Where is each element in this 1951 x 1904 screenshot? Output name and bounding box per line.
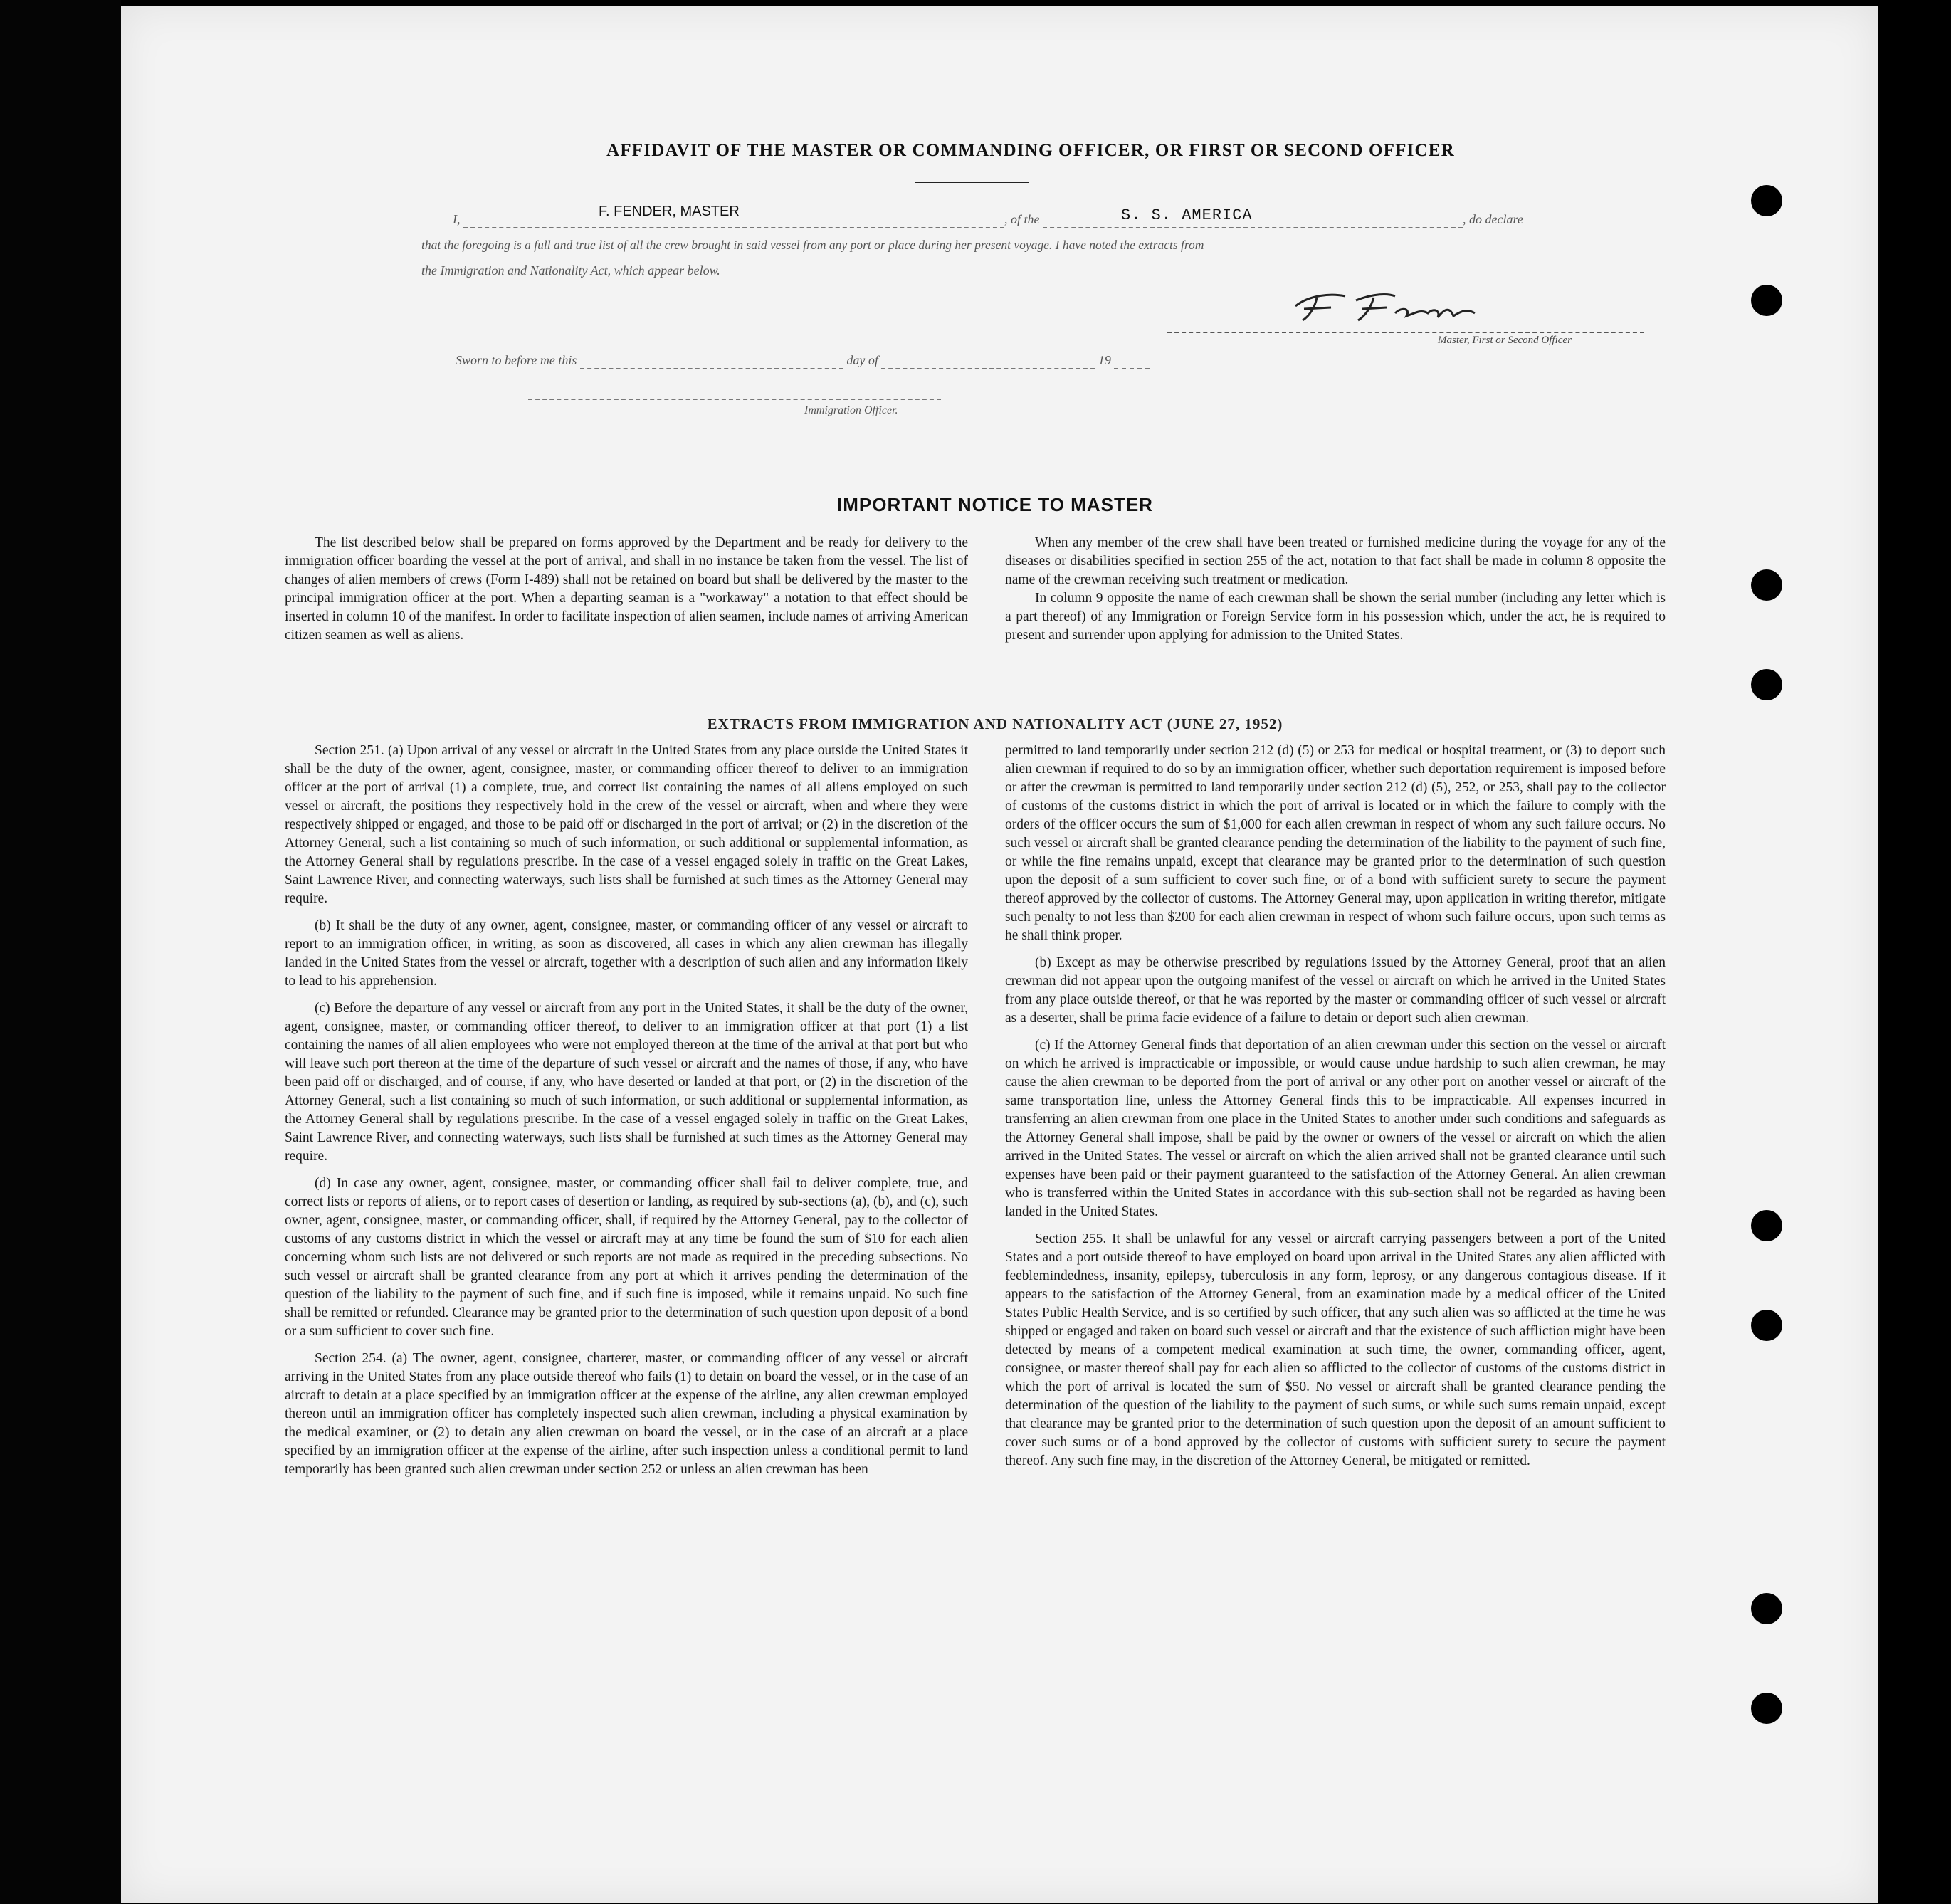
notice-paragraph: In column 9 opposite the name of each crewman shall be shown the serial number (including any letter which is a part thereof) of any Immigration or Foreign Service form in his possession which, under the act, he is required to present and surrender upon applying for admission to the United States. <box>1005 591 1666 643</box>
extract-paragraph: permitted to land temporarily under section 212 (d) (5) or 253 for medical or hospital treatment, or (3) to deport such alien crewman if required to do so by an immigration officer, whether such deportation requirement is imposed before or after the crewman is permitted to land temporarily under section 212 (d) (5), 252, or 253, shall pay to the collector of customs of the customs district in which the port of arrival is located or in which the failure to comply with the orders of the officer occurs the sum of $1,000 for each alien crewman in respect of whom any such failure occurs. No such vessel or aircraft shall be granted clearance pending the determination of the liability to the payment of such fine, or while the fine remains unpaid, except that clearance may be granted prior to the determination of such question upon the deposit of a sum sufficient to cover such fine, or of a bond with sufficient surety to secure the payment thereof approved by the collector of customs. The Attorney General may, upon application in writing therefor, mitigate such penalty to not less than $200 for each alien crewman in respect of whom such failure occurs, upon such terms as he shall think proper. <box>1005 743 1666 943</box>
vessel-name: S. S. AMERICA <box>1121 206 1253 224</box>
declaration-line-2: that the foregoing is a full and true list of all the crew brought in said vessel from any port or place during her present voyage. I have noted the extracts from <box>421 238 1204 252</box>
document-page <box>121 6 1878 1903</box>
vessel-name-field <box>1043 206 1463 228</box>
master-name: F. FENDER, MASTER <box>599 204 740 219</box>
declaration-prefix: I, <box>453 212 461 226</box>
signature-caption <box>1438 335 1572 347</box>
punch-hole <box>1751 285 1782 316</box>
notice-right-column <box>1005 534 1666 653</box>
extracts-title: EXTRACTS FROM IMMIGRATION AND NATIONALITY ACT (JUNE 27, 1952) <box>707 715 1283 732</box>
punch-hole <box>1751 185 1782 216</box>
signature-caption-master: Master, <box>1438 335 1470 346</box>
officer-signature-line <box>528 399 941 400</box>
signature-handwriting <box>1288 285 1488 327</box>
punch-hole <box>1751 1210 1782 1241</box>
extract-paragraph: Section 255. It shall be unlawful for any vessel or aircraft carrying passengers between a port of the United States and a port outside thereof to have employed on board upon arrival in the United States any alien afflicted with feeblemindedness, insanity, epilepsy, tuberculosis in any form, leprosy, or any dangerous contagious disease. If it appears to the satisfaction of the Attorney General, from an examination made by a medical officer of the United States Public Health Service, and is so certified by such officer, that any such alien was so afflicted at the time he was shipped or engaged and taken on board such vessel or aircraft and that the existence of such affliction might have been detected by means of a competent medical examination at such time, the owner, commanding officer, agent, consignee, or master thereof shall pay for each alien so afflicted to the collector of customs of the customs district in which the port of arrival is located the sum of $50. No vessel or aircraft shall be granted clearance pending the determination of the question of the liability to the payment of such sums, or while such sums remain unpaid, except that clearance may be granted prior to the determination of such question upon the deposit of an amount sufficient to cover such sums or of a bond approved by the collector of customs with sufficient surety to secure the payment thereof. Any such fine may, in the discretion of the Attorney General, be mitigated or remitted. <box>1005 1231 1666 1468</box>
title-rule <box>915 182 1029 183</box>
signature-line <box>1167 332 1644 333</box>
extract-paragraph: (c) If the Attorney General finds that deportation of an alien crewman under this section on the vessel or aircraft on which he arrived is impracticable or impossible, or would cause undue hardship to such alien crewman, he may cause the alien crewman to be deported from the port of arrival or any other port on another vessel or aircraft of the same transportation line, unless the Attorney General finds this to be impracticable. All expenses incurred in transferring an alien crewman from one place in the United States to another under such conditions and safeguards as the Attorney General shall impose, shall be paid by the owner or owners of the vessel or aircraft on which the alien arrived in the United States. The vessel or aircraft on which the alien arrived shall not be granted clearance until such expenses have been paid or their payment guaranteed to the satisfaction of the Attorney General. An alien crewman who is transferred within the United States in accordance with this sub-section shall not be regarded as having been landed in the United States. <box>1005 1038 1666 1219</box>
punch-hole <box>1751 1593 1782 1624</box>
signature-caption-struck: First or Second Officer <box>1472 335 1572 346</box>
extracts-right-column <box>1005 742 1666 1479</box>
master-name-field <box>463 204 1004 228</box>
punch-hole <box>1751 569 1782 601</box>
year-label: 19 <box>1098 353 1111 367</box>
of-the-label: , of the <box>1004 212 1040 226</box>
sworn-label: Sworn to before me this <box>456 353 577 367</box>
sworn-line <box>456 353 1150 369</box>
punch-hole <box>1751 669 1782 700</box>
punch-hole <box>1751 1693 1782 1724</box>
notice-paragraph: The list described below shall be prepared on forms approved by the Department and be ready for delivery to the immigration officer boarding the vessel at the port of arrival, and shall in no instance be taken from the vessel. The list of changes of alien members of crews (Form I-489) shall not be retained on board but shall be delivered by the master to the principal immigration officer at the port. When a departing seaman is a "workaway" a notation to that effect should be inserted in column 10 of the manifest. In order to facilitate inspection of alien seamen, include names of arriving American citizen seamen as well as aliens. <box>285 535 968 643</box>
day-of-label: day of <box>846 353 878 367</box>
notice-paragraph: When any member of the crew shall have been treated or furnished medicine during the voyage for any of the diseases or disabilities specified in section 255 of the act, notation to that fact shall be made in column 8 opposite the name of the crewman receiving such treatment or medication. <box>1005 535 1666 587</box>
extract-paragraph: (b) It shall be the duty of any owner, agent, consignee, master, or commanding officer of any vessel or aircraft to report to an immigration officer, in writing, as soon as discovered, all cases in which any alien crewman has illegally landed in the United States from the vessel or aircraft, together with a description of such alien and any information likely to lead to his apprehension. <box>285 918 968 989</box>
do-declare-label: , do declare <box>1463 212 1523 226</box>
extract-paragraph: Section 254. (a) The owner, agent, consignee, charterer, master, or commanding officer of any vessel or aircraft arriving in the United States from any place outside thereof who fails (1) to detain on board the vessel, or in the case of an aircraft to detain at a place specified by an immigration officer at the expense of the airline, any alien crewman employed thereon until an immigration officer has completely inspected such alien crewman, including a physical examination by the medical examiner, or (2) to detain any alien crewman on board the vessel, or in the case of an aircraft at a place specified by an immigration officer at the expense of the airline, after such inspection unless a conditional permit to land temporarily has been granted such alien crewman under section 252 or unless an alien crewman has been <box>285 1351 968 1477</box>
affidavit-title: AFFIDAVIT OF THE MASTER OR COMMANDING OFFICER, OR FIRST OR SECOND OFFICER <box>606 141 1455 160</box>
notice-left-column <box>285 534 968 653</box>
extract-paragraph: Section 251. (a) Upon arrival of any vessel or aircraft in the United States from any place outside the United States it shall be the duty of the owner, agent, consignee, master, or commanding officer thereof to deliver to an immigration officer at the port of arrival (1) a complete, true, and correct list containing the names of all aliens employed on such vessel or aircraft, the positions they respectively hold in the crew of the vessel or aircraft, when and where they were respectively shipped or engaged, and those to be paid off or discharged in the port of arrival; or (2) in the discretion of the Attorney General, such a list containing so much of such information, or such additional or supplemental information, as the Attorney General shall by regulations prescribe. In the case of a vessel engaged solely in traffic on the Great Lakes, Saint Lawrence River, and connecting waterways, such lists shall be furnished at such times as the Attorney General may require. <box>285 743 968 906</box>
declaration-line-1 <box>453 204 1648 228</box>
extract-paragraph: (d) In case any owner, agent, consignee, master, or commanding officer shall fail to deliver complete, true, and correct lists or reports of aliens, or to report cases of desertion or landing, as required by sub-sections (a), (b), and (c), such owner, agent, consignee, master, or commanding officer, shall, if required by the Attorney General, pay to the collector of customs of any customs district in which the vessel or aircraft may at any time be found the sum of $10 for each alien concerning whom such lists are not delivered or such reports are not made as required in the preceding subsections. No such vessel or aircraft shall be granted clearance from any port at which it arrives pending the determination of the question of the liability to the payment of such fine, and if such fine is imposed, while it remains unpaid. No such fine shall be remitted or refunded. Clearance may be granted prior to the determination of such question upon deposit of a bond or a sum sufficient to cover such fine. <box>285 1176 968 1339</box>
extract-paragraph: (b) Except as may be otherwise prescribed by regulations issued by the Attorney General, proof that an alien crewman did not appear upon the outgoing manifest of the vessel or aircraft on which he arrived in the United States from any place outside thereof, or that he was reported by the master or commanding officer of such vessel or aircraft as a deserter, shall be prima facie evidence of a failure to detain or deport such alien crewman. <box>1005 955 1666 1026</box>
extract-paragraph: (c) Before the departure of any vessel or aircraft from any port in the United States, it shall be the duty of the owner, agent, consignee, master, or commanding officer thereof, to deliver to an immigration officer at that port (1) a list containing the names of all alien employees who were not employed thereon at the time of the arrival at that port but who will leave such port thereon at the time of the departure of such vessel or aircraft and the names of those, if any, who have been paid off or discharged, and of course, if any, who have deserted or landed at that port, or (2) in the discretion of the Attorney General, such a list containing so much of such information, or such additional or supplemental information, as the Attorney General shall by regulations prescribe. In the case of a vessel engaged solely in traffic on the Great Lakes, Saint Lawrence River, and connecting waterways, such lists shall be furnished at such times as the Attorney General may require. <box>285 1001 968 1164</box>
scan-background-left <box>0 0 121 1904</box>
declaration-line-3: the Immigration and Nationality Act, which appear below. <box>421 263 720 278</box>
extracts-left-column <box>285 742 968 1488</box>
officer-caption: Immigration Officer. <box>804 404 898 416</box>
punch-hole <box>1751 1310 1782 1341</box>
notice-title: IMPORTANT NOTICE TO MASTER <box>837 494 1153 515</box>
